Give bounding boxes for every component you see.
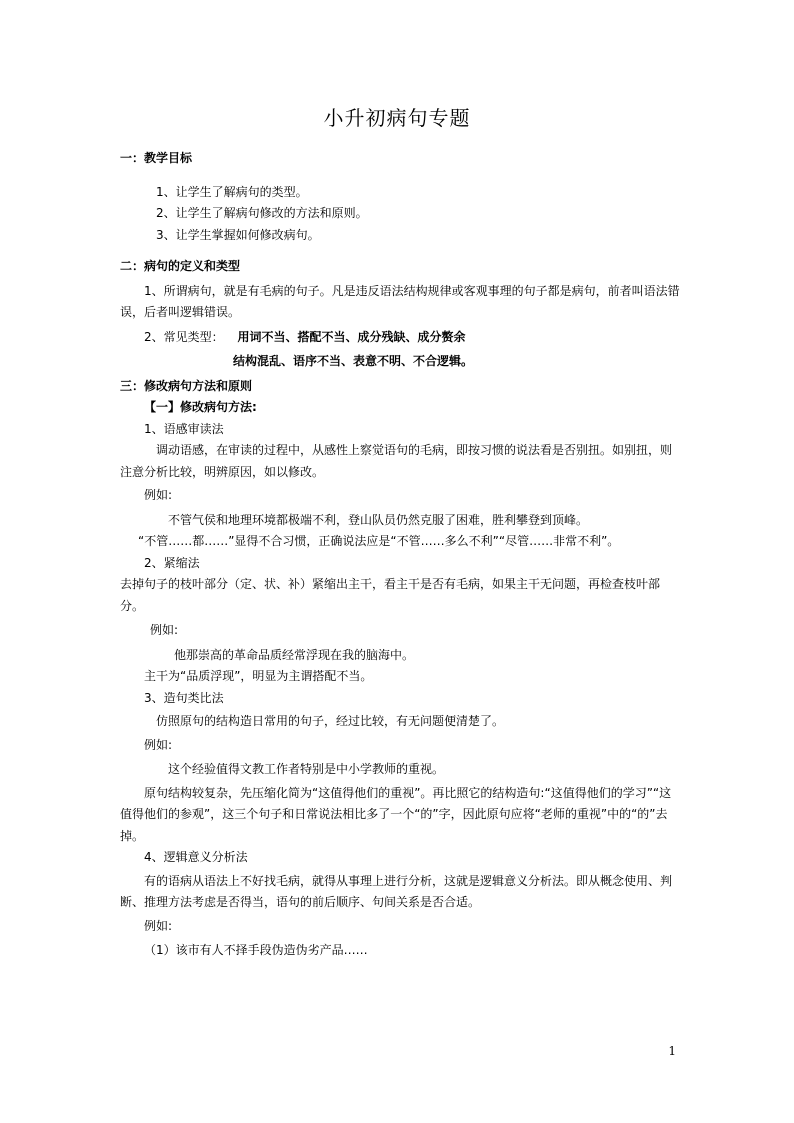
- method-title: 3、造句类比法: [144, 690, 224, 705]
- page-title: 小升初病句专题: [323, 106, 471, 130]
- section-heading-goals: 一：教学目标: [120, 151, 193, 165]
- section-heading-methods: 三：修改病句方法和原则: [120, 378, 253, 393]
- example-label: 例如:: [144, 488, 173, 502]
- example-note: 主干为“品质浮现”，明显为主谓搭配不当。: [144, 669, 373, 683]
- example-note: “不管……都……”显得不合习惯，正确说法应是“不管……多么不利”“尽管……非常不利”。: [138, 534, 620, 548]
- example-sentence: 这个经验值得文教工作者特别是中小学教师的重视。: [168, 762, 445, 776]
- example-sentence: 他那崇高的革命品质经常浮现在我的脑海中。: [174, 647, 415, 662]
- example-label: 例如:: [144, 737, 173, 752]
- method-description: 调动语感，在审读的过程中，从感性上察觉语句的毛病，即按习惯的说法看是否别扭。如别扭，则注意分析比较，明辨原因，如以修改。: [120, 443, 673, 479]
- types-line-1: [120, 327, 680, 349]
- document-body: [120, 148, 680, 962]
- types-list-1: 用词不当、搭配不当、成分残缺、成分赘余: [237, 329, 466, 344]
- example-label: 例如:: [150, 623, 179, 637]
- method-title: 2、紧缩法: [144, 555, 200, 570]
- example-sentence: （1）该市有人不择手段伪造伪劣产品……: [144, 943, 368, 957]
- method-title: 4、逻辑意义分析法: [144, 850, 248, 864]
- types-prefix: 2、常见类型：: [144, 329, 224, 344]
- method-description: 去掉句子的枝叶部分（定、状、补）紧缩出主干，看主干是否有毛病，如果主干无问题，再检查枝叶部分。: [120, 577, 661, 613]
- types-list-2: 结构混乱、语序不当、表意不明、不合逻辑。: [233, 354, 474, 368]
- example-label: 例如:: [144, 918, 173, 933]
- example-note: 原句结构较复杂，先压缩化简为“这值得他们的重视”。再比照它的结构造句:“这值得他们的学习”“这值得他们的参观”，这三个句子和日常说法相比多了一个“的”字，因此原句应将“老师的重视”中的“的”去掉。: [120, 785, 672, 843]
- goal-item: 1、让学生了解病句的类型。: [156, 184, 308, 199]
- example-sentence: 不管气侯和地理环境都极端不利，登山队员仍然克服了困难，胜利攀登到顶峰。: [168, 512, 589, 527]
- section-heading-definition: 二：病句的定义和类型: [120, 259, 241, 273]
- goal-item: 2、让学生了解病句修改的方法和原则。: [156, 206, 368, 220]
- method-description: 有的语病从语法上不好找毛病，就得从事理上进行分析，这就是逻辑意义分析法。即从概念使用、判断、推理方法考虑是否得当，语句的前后顺序、句间关系是否合适。: [120, 873, 673, 909]
- goal-item: 3、让学生掌握如何修改病句。: [156, 227, 320, 242]
- method-description: 仿照原句的结构造日常用的句子，经过比较，有无问题便清楚了。: [156, 714, 505, 728]
- method-title: 1、语感审读法: [144, 421, 224, 436]
- page-number: 1: [668, 1044, 676, 1058]
- definition-paragraph: 1、所谓病句，就是有毛病的句子。凡是违反语法结构规律或客观事理的句子都是病句，前者叫语法错误，后者叫逻辑错误。: [120, 283, 680, 319]
- subsection-methods: 【一】修改病句方法:: [144, 400, 257, 414]
